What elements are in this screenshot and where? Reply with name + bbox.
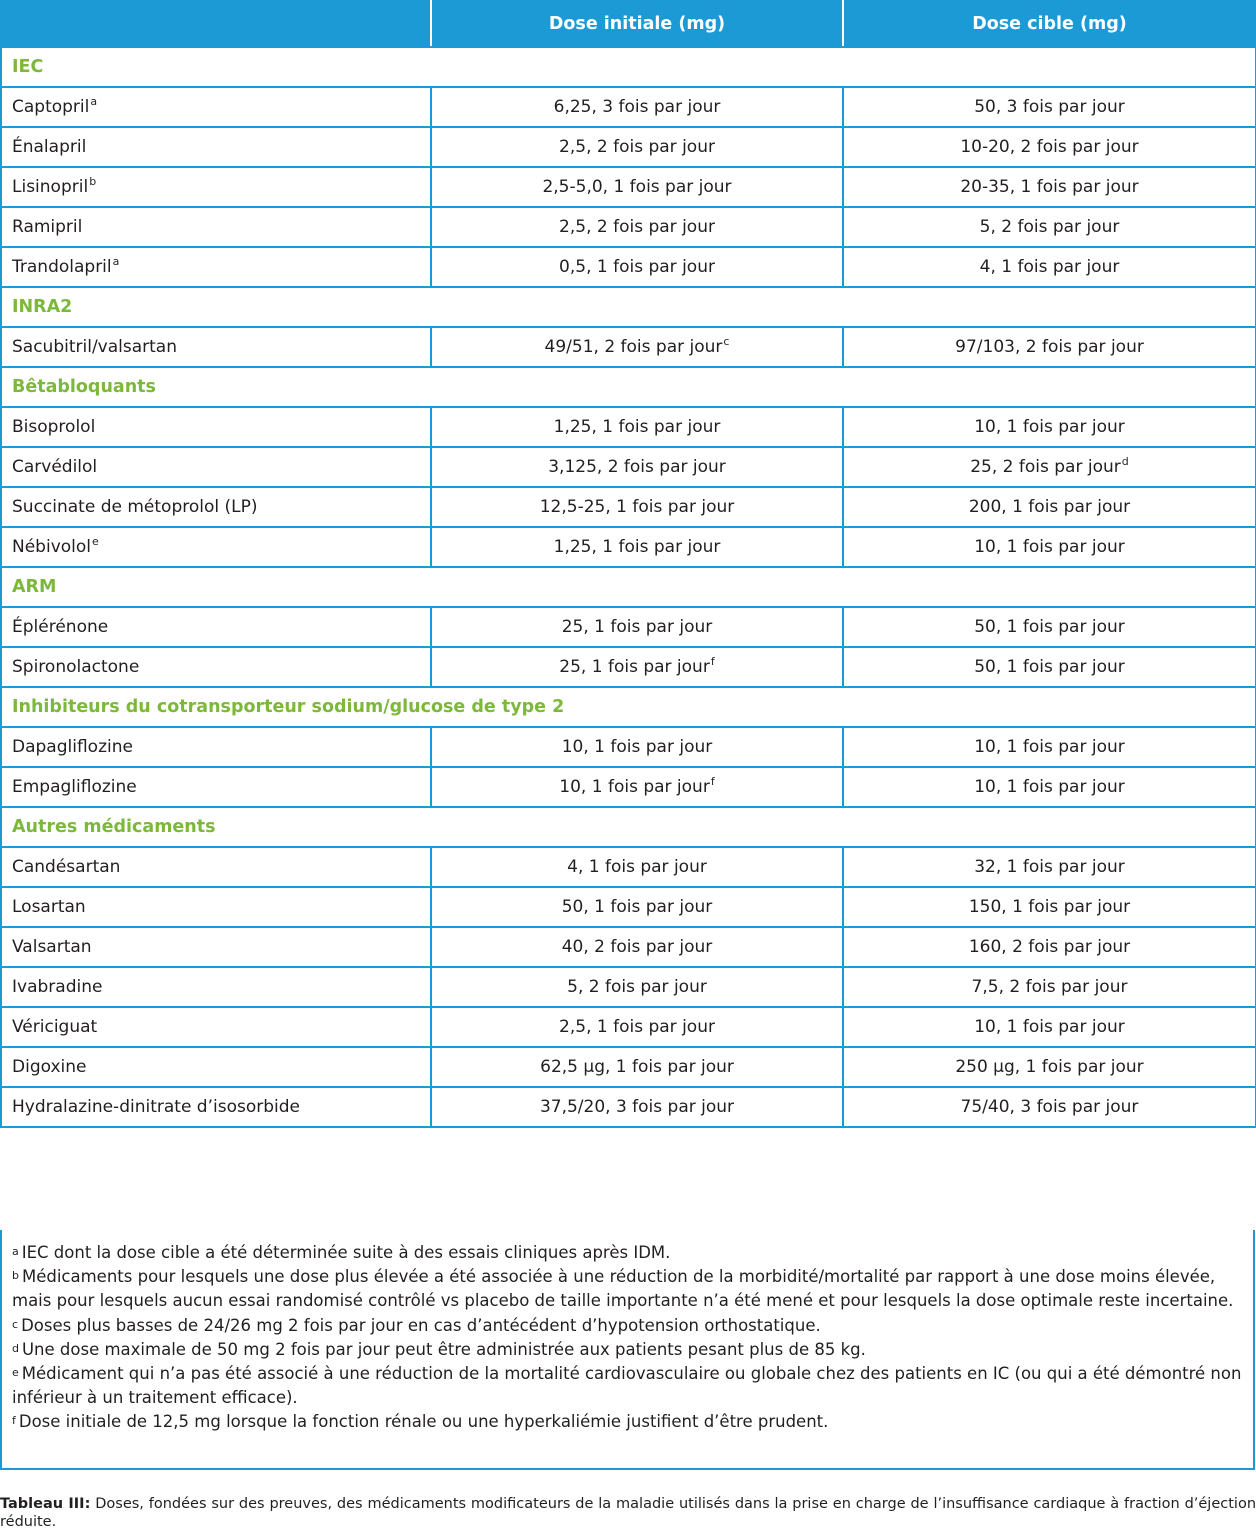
initial-dose-cell bbox=[431, 847, 843, 887]
drug-name-cell bbox=[1, 847, 431, 887]
initial-dose-cell bbox=[431, 87, 843, 127]
table-row bbox=[1, 207, 1256, 247]
table-row bbox=[1, 927, 1256, 967]
table-row bbox=[1, 887, 1256, 927]
footnote bbox=[12, 1265, 1243, 1313]
footnote-mark: a bbox=[12, 1245, 19, 1258]
caption-text: Doses, fondées sur des preuves, des médicaments modificateurs de la maladie utilisés dans la prise en charge de l’insuffisance cardiaque à fraction d’éjection réduite. bbox=[0, 1496, 1256, 1530]
drug-name-text: Bisoprolol bbox=[12, 417, 96, 437]
table-row bbox=[1, 847, 1256, 887]
target-dose-text: 10, 1 fois par jour bbox=[974, 737, 1125, 757]
footnote-marker: c bbox=[723, 335, 730, 348]
target-dose-cell bbox=[843, 1007, 1256, 1047]
table-header-row bbox=[1, 1, 1256, 47]
target-dose-text: 150, 1 fois par jour bbox=[968, 897, 1131, 917]
initial-dose-cell bbox=[431, 527, 843, 567]
initial-dose-text: 25, 1 fois par jour bbox=[561, 617, 713, 637]
footnote-text: Doses plus basses de 24/26 mg 2 fois par jour en cas d’antécédent d’hypotension orthostatique. bbox=[21, 1315, 821, 1335]
header-cell-initial-dose: Dose initiale (mg) bbox=[431, 1, 843, 47]
initial-dose-cell bbox=[431, 927, 843, 967]
drug-name-text: Dapagliflozine bbox=[12, 737, 133, 757]
initial-dose-cell bbox=[431, 327, 843, 367]
target-dose-cell bbox=[843, 727, 1256, 767]
initial-dose-text: 5, 2 fois par jour bbox=[567, 977, 707, 997]
table-row bbox=[1, 447, 1256, 487]
target-dose-text: 20-35, 1 fois par jour bbox=[960, 177, 1139, 197]
section-title: IEC bbox=[1, 47, 1256, 87]
target-dose-text: 97/103, 2 fois par jour bbox=[955, 337, 1144, 357]
target-dose-text: 250 µg, 1 fois par jour bbox=[955, 1057, 1144, 1077]
target-dose-cell bbox=[843, 1047, 1256, 1087]
table-row bbox=[1, 87, 1256, 127]
drug-name-text: Énalapril bbox=[12, 137, 87, 157]
target-dose-text: 5, 2 fois par jour bbox=[979, 217, 1120, 237]
section-title: Bêtabloquants bbox=[1, 367, 1256, 407]
target-dose-text: 32, 1 fois par jour bbox=[974, 857, 1125, 877]
initial-dose-text: 2,5, 1 fois par jour bbox=[559, 1017, 715, 1037]
section-row bbox=[1, 687, 1256, 727]
target-dose-text: 10, 1 fois par jour bbox=[974, 1017, 1125, 1037]
initial-dose-text: 25, 1 fois par jour bbox=[559, 657, 710, 677]
target-dose-cell bbox=[843, 647, 1256, 687]
footnote-marker: a bbox=[112, 255, 120, 268]
table-row bbox=[1, 647, 1256, 687]
table-row bbox=[1, 327, 1256, 367]
drug-name-text: Hydralazine-dinitrate d’isosorbide bbox=[12, 1097, 300, 1117]
section-row bbox=[1, 47, 1256, 87]
table-row bbox=[1, 407, 1256, 447]
initial-dose-text: 40, 2 fois par jour bbox=[561, 937, 713, 957]
section-row bbox=[1, 567, 1256, 607]
target-dose-text: 160, 2 fois par jour bbox=[968, 937, 1131, 957]
drug-name-cell bbox=[1, 247, 431, 287]
initial-dose-text: 62,5 µg, 1 fois par jour bbox=[540, 1057, 734, 1077]
drug-name-cell bbox=[1, 607, 431, 647]
initial-dose-text: 50, 1 fois par jour bbox=[561, 897, 713, 917]
initial-dose-cell bbox=[431, 1007, 843, 1047]
drug-name-cell bbox=[1, 647, 431, 687]
footnote-marker: f bbox=[710, 655, 715, 668]
target-dose-text: 7,5, 2 fois par jour bbox=[971, 977, 1128, 997]
footnote bbox=[12, 1338, 1243, 1362]
footnote-marker: b bbox=[89, 175, 97, 188]
table-row bbox=[1, 1007, 1256, 1047]
target-dose-text: 200, 1 fois par jour bbox=[968, 497, 1131, 517]
footnote bbox=[12, 1314, 1243, 1338]
initial-dose-text: 3,125, 2 fois par jour bbox=[548, 457, 726, 477]
initial-dose-text: 10, 1 fois par jour bbox=[561, 737, 713, 757]
drug-name-text: Empagliflozine bbox=[12, 777, 137, 797]
initial-dose-text: 1,25, 1 fois par jour bbox=[553, 417, 721, 437]
target-dose-cell bbox=[843, 887, 1256, 927]
initial-dose-cell bbox=[431, 207, 843, 247]
initial-dose-text: 37,5/20, 3 fois par jour bbox=[539, 1097, 735, 1117]
initial-dose-cell bbox=[431, 1087, 843, 1127]
drug-name-text: Nébivolol bbox=[12, 537, 91, 557]
initial-dose-text: 2,5, 2 fois par jour bbox=[559, 137, 715, 157]
target-dose-text: 10-20, 2 fois par jour bbox=[960, 137, 1139, 157]
section-title: Inhibiteurs du cotransporteur sodium/glucose de type 2 bbox=[1, 687, 1256, 727]
drug-name-text: Trandolapril bbox=[12, 257, 112, 277]
target-dose-text: 50, 3 fois par jour bbox=[974, 97, 1125, 117]
drug-name-cell bbox=[1, 527, 431, 567]
target-dose-cell bbox=[843, 847, 1256, 887]
initial-dose-cell bbox=[431, 247, 843, 287]
initial-dose-text: 2,5, 2 fois par jour bbox=[559, 217, 715, 237]
initial-dose-cell bbox=[431, 607, 843, 647]
footnote-mark: c bbox=[12, 1317, 19, 1331]
target-dose-cell bbox=[843, 607, 1256, 647]
initial-dose-cell bbox=[431, 447, 843, 487]
table-row bbox=[1, 527, 1256, 567]
drug-name-cell bbox=[1, 87, 431, 127]
section-row bbox=[1, 287, 1256, 327]
drug-name-cell bbox=[1, 887, 431, 927]
initial-dose-text: 49/51, 2 fois par jour bbox=[544, 337, 723, 357]
target-dose-cell bbox=[843, 767, 1256, 807]
section-title: INRA2 bbox=[1, 287, 1256, 327]
target-dose-cell bbox=[843, 967, 1256, 1007]
initial-dose-text: 2,5-5,0, 1 fois par jour bbox=[542, 177, 732, 197]
footnote bbox=[12, 1362, 1243, 1410]
table-row bbox=[1, 1047, 1256, 1087]
target-dose-cell bbox=[843, 487, 1256, 527]
initial-dose-cell bbox=[431, 727, 843, 767]
table-caption bbox=[0, 1495, 1256, 1531]
target-dose-cell bbox=[843, 1087, 1256, 1127]
target-dose-text: 4, 1 fois par jour bbox=[979, 257, 1120, 277]
drug-name-text: Ivabradine bbox=[12, 977, 103, 997]
footnote-text: IEC dont la dose cible a été déterminée suite à des essais cliniques après IDM. bbox=[21, 1243, 671, 1262]
target-dose-text: 10, 1 fois par jour bbox=[974, 537, 1125, 557]
footnote-text: Médicaments pour lesquels une dose plus élevée a été associée à une réduction de la morbidité/mortalité par rapport à une dose moins élevée, mais pour lesquels aucun essai randomisé contrôlé vs placebo de taille importante n’a été mené et pour lesquels la dose optimale reste incertaine. bbox=[12, 1267, 1234, 1311]
caption-label: Tableau III: bbox=[0, 1496, 91, 1512]
drug-name-cell bbox=[1, 1047, 431, 1087]
footnote-marker: d bbox=[1121, 455, 1129, 468]
table-row bbox=[1, 487, 1256, 527]
footnote-mark: e bbox=[12, 1366, 19, 1380]
table-row bbox=[1, 167, 1256, 207]
drug-name-text: Éplérénone bbox=[12, 617, 109, 637]
target-dose-text: 10, 1 fois par jour bbox=[974, 417, 1125, 437]
drug-name-text: Valsartan bbox=[12, 937, 92, 957]
drug-name-text: Captopril bbox=[12, 97, 90, 117]
target-dose-cell bbox=[843, 207, 1256, 247]
footnote bbox=[12, 1241, 1243, 1265]
footnote-text: Médicament qui n’a pas été associé à une réduction de la mortalité cardiovasculaire ou globale chez des patients en IC (ou qui a été démontré non inférieur à un traitement efficace). bbox=[12, 1364, 1242, 1408]
drug-name-text: Spironolactone bbox=[12, 657, 140, 677]
target-dose-cell bbox=[843, 927, 1256, 967]
table-row bbox=[1, 247, 1256, 287]
drug-name-text: Vériciguat bbox=[12, 1017, 98, 1037]
drug-name-text: Ramipril bbox=[12, 217, 83, 237]
drug-name-text: Sacubitril/valsartan bbox=[12, 337, 177, 357]
initial-dose-text: 10, 1 fois par jour bbox=[559, 777, 710, 797]
drug-name-cell bbox=[1, 167, 431, 207]
footnote-text: Une dose maximale de 50 mg 2 fois par jour peut être administrée aux patients pesant plus de 85 kg. bbox=[21, 1339, 866, 1359]
footnotes bbox=[0, 1230, 1255, 1470]
drug-name-cell bbox=[1, 127, 431, 167]
initial-dose-cell bbox=[431, 647, 843, 687]
drug-name-cell bbox=[1, 767, 431, 807]
initial-dose-text: 4, 1 fois par jour bbox=[567, 857, 707, 877]
section-row bbox=[1, 807, 1256, 847]
header-cell-target-dose: Dose cible (mg) bbox=[843, 1, 1256, 47]
footnote-mark: f bbox=[12, 1414, 16, 1428]
footnote-mark: d bbox=[12, 1341, 19, 1355]
target-dose-cell bbox=[843, 127, 1256, 167]
initial-dose-text: 12,5-25, 1 fois par jour bbox=[539, 497, 735, 517]
target-dose-text: 10, 1 fois par jour bbox=[974, 777, 1125, 797]
target-dose-cell bbox=[843, 407, 1256, 447]
section-title: Autres médicaments bbox=[1, 807, 1256, 847]
drug-name-cell bbox=[1, 1087, 431, 1127]
initial-dose-text: 1,25, 1 fois par jour bbox=[553, 537, 721, 557]
table-row bbox=[1, 1087, 1256, 1127]
table-row bbox=[1, 767, 1256, 807]
target-dose-cell bbox=[843, 447, 1256, 487]
target-dose-text: 75/40, 3 fois par jour bbox=[960, 1097, 1139, 1117]
initial-dose-text: 0,5, 1 fois par jour bbox=[559, 257, 715, 277]
drug-name-cell bbox=[1, 967, 431, 1007]
drug-name-text: Succinate de métoprolol (LP) bbox=[12, 497, 258, 517]
target-dose-text: 50, 1 fois par jour bbox=[974, 657, 1125, 677]
footnote bbox=[12, 1410, 1243, 1434]
target-dose-cell bbox=[843, 87, 1256, 127]
table-row bbox=[1, 967, 1256, 1007]
drug-name-cell bbox=[1, 727, 431, 767]
footnote-marker: f bbox=[710, 775, 715, 788]
initial-dose-cell bbox=[431, 127, 843, 167]
drug-name-cell bbox=[1, 1007, 431, 1047]
target-dose-cell bbox=[843, 327, 1256, 367]
initial-dose-cell bbox=[431, 407, 843, 447]
drug-name-text: Candésartan bbox=[12, 857, 121, 877]
initial-dose-cell bbox=[431, 487, 843, 527]
initial-dose-text: 6,25, 3 fois par jour bbox=[553, 97, 721, 117]
drug-name-text: Lisinopril bbox=[12, 177, 89, 197]
section-title: ARM bbox=[1, 567, 1256, 607]
drug-name-cell bbox=[1, 487, 431, 527]
section-row bbox=[1, 367, 1256, 407]
footnote-text: Dose initiale de 12,5 mg lorsque la fonction rénale ou une hyperkaliémie justifient d’être prudent. bbox=[18, 1412, 829, 1432]
footnote-marker: e bbox=[92, 535, 99, 548]
drug-name-cell bbox=[1, 207, 431, 247]
initial-dose-cell bbox=[431, 1047, 843, 1087]
target-dose-cell bbox=[843, 527, 1256, 567]
footnote-marker: a bbox=[90, 95, 98, 108]
table-row bbox=[1, 727, 1256, 767]
header-cell-drug bbox=[1, 1, 431, 47]
target-dose-text: 50, 1 fois par jour bbox=[974, 617, 1125, 637]
drug-name-cell bbox=[1, 327, 431, 367]
initial-dose-cell bbox=[431, 767, 843, 807]
footnote-mark: b bbox=[12, 1269, 19, 1283]
drug-name-cell bbox=[1, 447, 431, 487]
drug-name-cell bbox=[1, 407, 431, 447]
initial-dose-cell bbox=[431, 887, 843, 927]
table-row bbox=[1, 607, 1256, 647]
target-dose-text: 25, 2 fois par jour bbox=[970, 457, 1121, 477]
target-dose-cell bbox=[843, 247, 1256, 287]
initial-dose-cell bbox=[431, 967, 843, 1007]
target-dose-cell bbox=[843, 167, 1256, 207]
drug-name-text: Carvédilol bbox=[12, 457, 98, 477]
initial-dose-cell bbox=[431, 167, 843, 207]
drug-name-cell bbox=[1, 927, 431, 967]
table-body bbox=[1, 47, 1256, 1127]
drug-name-text: Digoxine bbox=[12, 1057, 87, 1077]
drug-name-text: Losartan bbox=[12, 897, 86, 917]
table-row bbox=[1, 127, 1256, 167]
